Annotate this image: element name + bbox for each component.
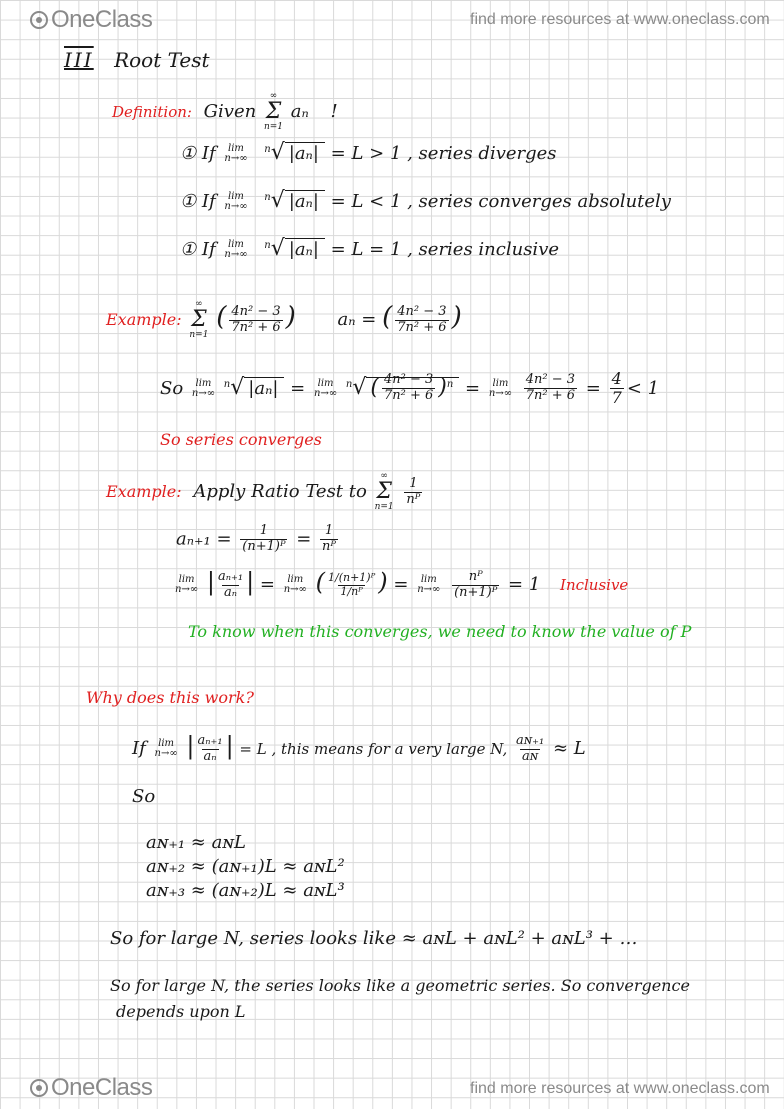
example2-verdict: Inclusive (560, 576, 629, 594)
definition-case-1: ① If lim n→∞ $^n$√ |aₙ| = L > 1 , series diverges (180, 140, 557, 165)
oneclass-mark-icon (30, 1079, 48, 1097)
oneclass-logo-bottom (30, 1074, 152, 1102)
sigma-symbol: ∞ Σ n=1 (189, 299, 209, 340)
definition-line (112, 92, 338, 132)
sigma-symbol: ∞ Σ n=1 (374, 471, 394, 512)
definition-tail: ! (330, 101, 338, 122)
example1-calculation: So lim n→∞ $^n$√ |aₙ| = lim n→∞ $^n$√ ( $\frac{\text{4n² − 3}}{\text{7n² + 6}}$ )$^n$ = lim n→∞ $\frac{\text{4n² − 3}}{\text{7n² + 6}}$ = $\frac{4}{7}$ < 1 (160, 369, 660, 408)
example2-an1: aₙ₊₁ = $\frac{1}{\text{(n+1)ᴾ}}$ = $\frac{1}{\text{nᴾ}}$ (176, 523, 336, 554)
example2-line: Example: Apply Ratio Test to ∞ Σ n=1 $\frac{1}{\text{nᴾ}}$ (106, 471, 421, 512)
definition-label: Definition: (112, 103, 192, 121)
definition-given: Given (203, 101, 257, 122)
oneclass-logo-top (30, 6, 152, 34)
header-tagline: find more resources at www.oneclass.com (470, 11, 770, 28)
logo-text: OneClass (51, 1074, 153, 1101)
why-so: So (132, 786, 156, 807)
example1-line: Example: ∞ Σ n=1 ( $\frac{\text{4n² − 3}}{\text{7n² + 6}}$ ) aₙ = ( $\frac{\text{4n² − 3}}{\text{7n² + 6}}$ ) (106, 299, 462, 340)
why-step-2: aɴ₊₂ ≈ (aɴ₊₁)L ≈ aɴL² (146, 856, 345, 877)
sigma-symbol: ∞ Σ n=1 (263, 91, 284, 132)
section-number: III (64, 48, 94, 72)
logo-text: OneClass (51, 6, 153, 33)
why-geometric-1: So for large N, the series looks like a geometric series. So convergence (110, 976, 690, 995)
example1-conclusion: So series converges (160, 430, 322, 449)
example1-label: Example: (106, 310, 182, 329)
why-looks-like: So for large N, series looks like ≈ aɴL + aɴL² + aɴL³ + … (110, 928, 638, 949)
example2-limit: lim n→∞ | $\frac{\text{aₙ₊₁}}{\text{aₙ}}$ | = lim n→∞ ( $\frac{\text{1/(n+1)ᴾ}}{\text{1/nᴾ}}$ ) = lim n→∞ $\frac{\text{nᴾ}}{\text{(n+1)ᴾ}}$ = 1 Inclusive (175, 568, 629, 600)
why-geometric-2: depends upon L (116, 1002, 246, 1021)
why-if-line: If lim n→∞ | $\frac{\text{aₙ₊₁}}{\text{aₙ}}$ | = L , this means for a very large N, $\frac{\text{aɴ₊₁}}{\text{aɴ}}$ ≈ L (132, 732, 586, 764)
why-step-3: aɴ₊₃ ≈ (aɴ₊₂)L ≈ aɴL³ (146, 880, 345, 901)
example2-note: To know when this converges, we need to know the value of P (188, 622, 692, 641)
section-title-text: Root Test (114, 48, 210, 72)
definition-case-3: ① If lim n→∞ $^n$√ |aₙ| = L = 1 , series inclusive (180, 236, 560, 261)
footer-tagline: find more resources at www.oneclass.com (470, 1080, 770, 1097)
why-heading: Why does this work? (86, 688, 254, 707)
example2-label: Example: (106, 482, 182, 501)
definition-case-2: ① If lim n→∞ $^n$√ |aₙ| = L < 1 , series converges absolutely (180, 188, 671, 213)
oneclass-mark-icon (30, 11, 48, 29)
section-title (60, 48, 210, 72)
definition-term: aₙ (290, 101, 309, 122)
why-step-1: aɴ₊₁ ≈ aɴL (146, 832, 246, 853)
